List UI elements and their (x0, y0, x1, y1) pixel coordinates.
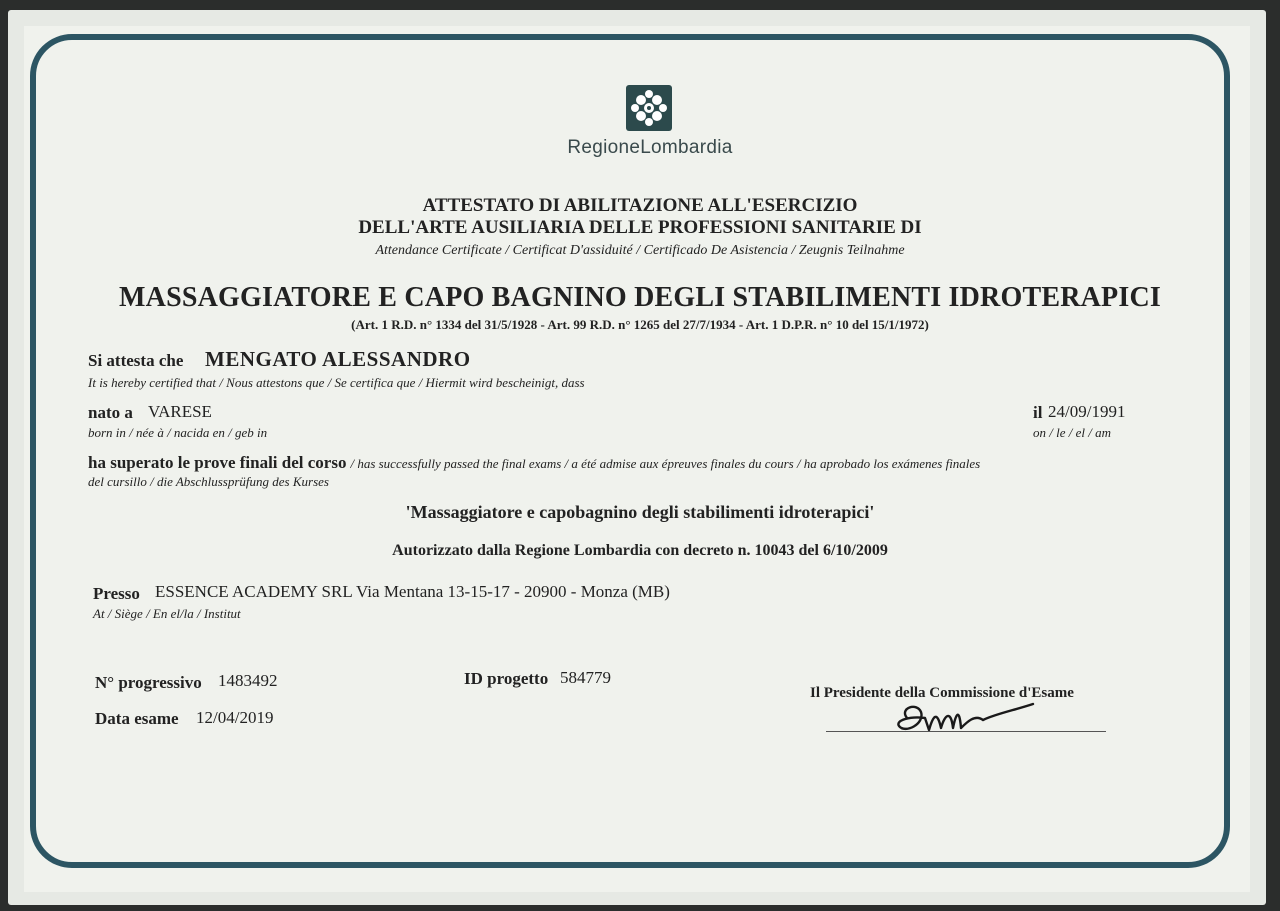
president-label: Il Presidente della Commissione d'Esame (810, 685, 1074, 701)
course-name: 'Massaggiatore e capobagnino degli stabilimenti idroterapici' (405, 502, 875, 522)
birth-place-translation: born in / née à / nacida en / geb in (88, 425, 268, 440)
course-statement (88, 453, 980, 473)
certify-translation: It is hereby certified that / Nous attestons que / Se certifica que / Hiermit wird bescheinigt, dass (88, 375, 585, 390)
signature-icon (895, 698, 1045, 738)
rosa-camuna-icon (626, 85, 672, 131)
data-esame-label: Data esame (95, 709, 179, 728)
signature-line (826, 731, 1106, 732)
course-translation-1: / has successfully passed the final exams / a été admise aux épreuves finales du cours / ha aprobado los exámenes finales (350, 456, 981, 471)
certified-name: MENGATO ALESSANDRO (205, 347, 471, 371)
certificate-border (30, 34, 1230, 868)
course-label: ha superato le prove finali del corso (88, 453, 347, 472)
progetto-value: 584779 (560, 668, 611, 687)
course-translation-2: del cursillo / die Abschlussprüfung des Kurses (88, 474, 329, 489)
birth-place-label: nato a (88, 403, 133, 422)
birth-date-label: il (1033, 403, 1043, 422)
birth-date-translation: on / le / el / am (1033, 425, 1111, 440)
header-line-2: DELL'ARTE AUSILIARIA DELLE PROFESSIONI SANITARIE DI (358, 217, 922, 238)
header-line-1: ATTESTATO DI ABILITAZIONE ALL'ESERCIZIO (422, 195, 858, 216)
birth-place: VARESE (148, 402, 212, 421)
institute-label: Presso (93, 584, 140, 603)
logo-text: RegioneLombardia (567, 137, 733, 158)
header-translations: Attendance Certificate / Certificat D'assiduité / Certificado De Asistencia / Zeugnis Teilnahme (375, 243, 905, 258)
progetto-label: ID progetto (464, 669, 549, 688)
birth-date: 24/09/1991 (1048, 402, 1126, 421)
certify-label: Si attesta che (88, 351, 184, 370)
certificate-title: MASSAGGIATORE E CAPO BAGNINO DEGLI STABILIMENTI IDROTERAPICI (119, 282, 1161, 313)
progressivo-value: 1483492 (218, 671, 278, 690)
institute-translation: At / Siège / En el/la / Institut (93, 606, 241, 621)
progressivo-label: N° progressivo (95, 673, 202, 692)
data-esame-value: 12/04/2019 (196, 708, 274, 727)
legal-references: (Art. 1 R.D. n° 1334 del 31/5/1928 - Art. 99 R.D. n° 1265 del 27/7/1934 - Art. 1 D.P.R. n° 10 del 15/1/1972) (351, 317, 929, 332)
institute-value: ESSENCE ACADEMY SRL Via Mentana 13-15-17 - 20900 - Monza (MB) (155, 582, 670, 601)
course-authorization: Autorizzato dalla Regione Lombardia con decreto n. 10043 del 6/10/2009 (392, 542, 888, 559)
